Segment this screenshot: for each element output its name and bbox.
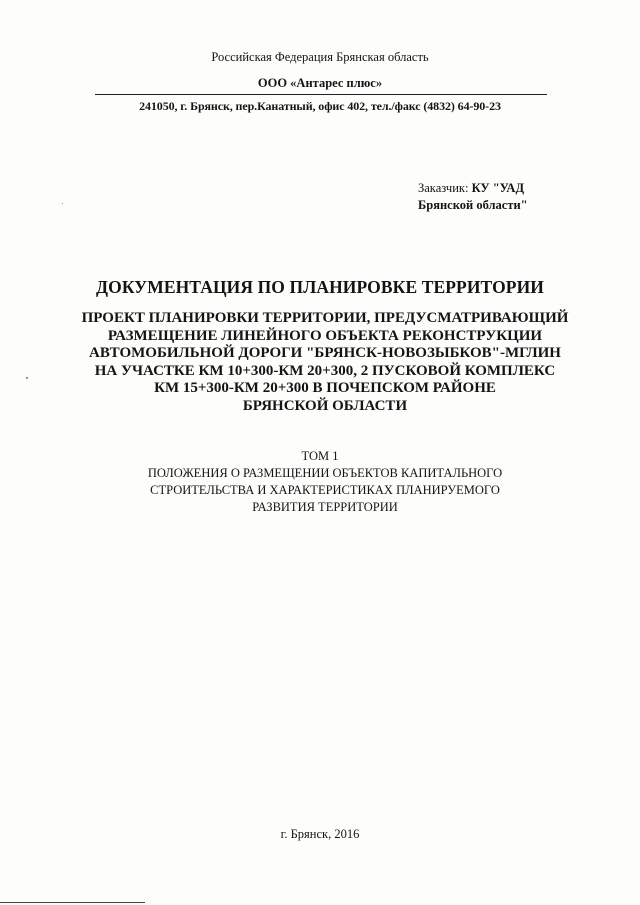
scan-speck [62, 203, 63, 204]
volume-number: ТОМ 1 [301, 449, 339, 463]
project-title-line: РАЗМЕЩЕНИЕ ЛИНЕЙНОГО ОБЪЕКТА РЕКОНСТРУКЦИИ [107, 327, 543, 344]
volume-description-line: ПОЛОЖЕНИЯ О РАЗМЕЩЕНИИ ОБЪЕКТОВ КАПИТАЛЬНОГО [147, 466, 503, 480]
project-title-line: НА УЧАСТКЕ КМ 10+300-КМ 20+300, 2 ПУСКОВОЙ КОМПЛЕКС [94, 362, 556, 379]
volume-description-line: СТРОИТЕЛЬСТВА И ХАРАКТЕРИСТИКАХ ПЛАНИРУЕМОГО [150, 483, 500, 497]
project-title-line: АВТОМОБИЛЬНОЙ ДОРОГИ "БРЯНСК-НОВОЗЫБКОВ"-МГЛИН [89, 345, 561, 361]
project-title-line: БРЯНСКОЙ ОБЛАСТИ [242, 397, 408, 414]
header-region: Российская Федерация Брянская область [211, 50, 429, 64]
company-address: 241050, г. Брянск, пер.Канатный, офис 402, тел./факс (4832) 64-90-23 [139, 99, 501, 113]
scan-edge-line [0, 902, 145, 903]
company-name: ООО «Антарес плюс» [257, 76, 383, 90]
customer-name-line1: КУ "УАД [471, 181, 525, 195]
project-title-line: КМ 15+300-КМ 20+300 В ПОЧЕПСКОМ РАЙОНЕ [154, 380, 496, 396]
project-title-line: ПРОЕКТ ПЛАНИРОВКИ ТЕРРИТОРИИ, ПРЕДУСМАТРИВАЮЩИЙ [81, 310, 569, 326]
document-title: ДОКУМЕНТАЦИЯ ПО ПЛАНИРОВКЕ ТЕРРИТОРИИ [95, 277, 545, 297]
project-title [60, 310, 590, 415]
customer-label: Заказчик: [418, 181, 469, 195]
footer-city-year: г. Брянск, 2016 [280, 827, 360, 841]
header-divider [95, 94, 547, 95]
volume-description [60, 465, 590, 516]
scan-speck [26, 377, 28, 379]
volume-description-line: РАЗВИТИЯ ТЕРРИТОРИИ [252, 500, 398, 514]
customer-name-line2: Брянской области" [418, 198, 528, 212]
customer-block [418, 180, 528, 214]
